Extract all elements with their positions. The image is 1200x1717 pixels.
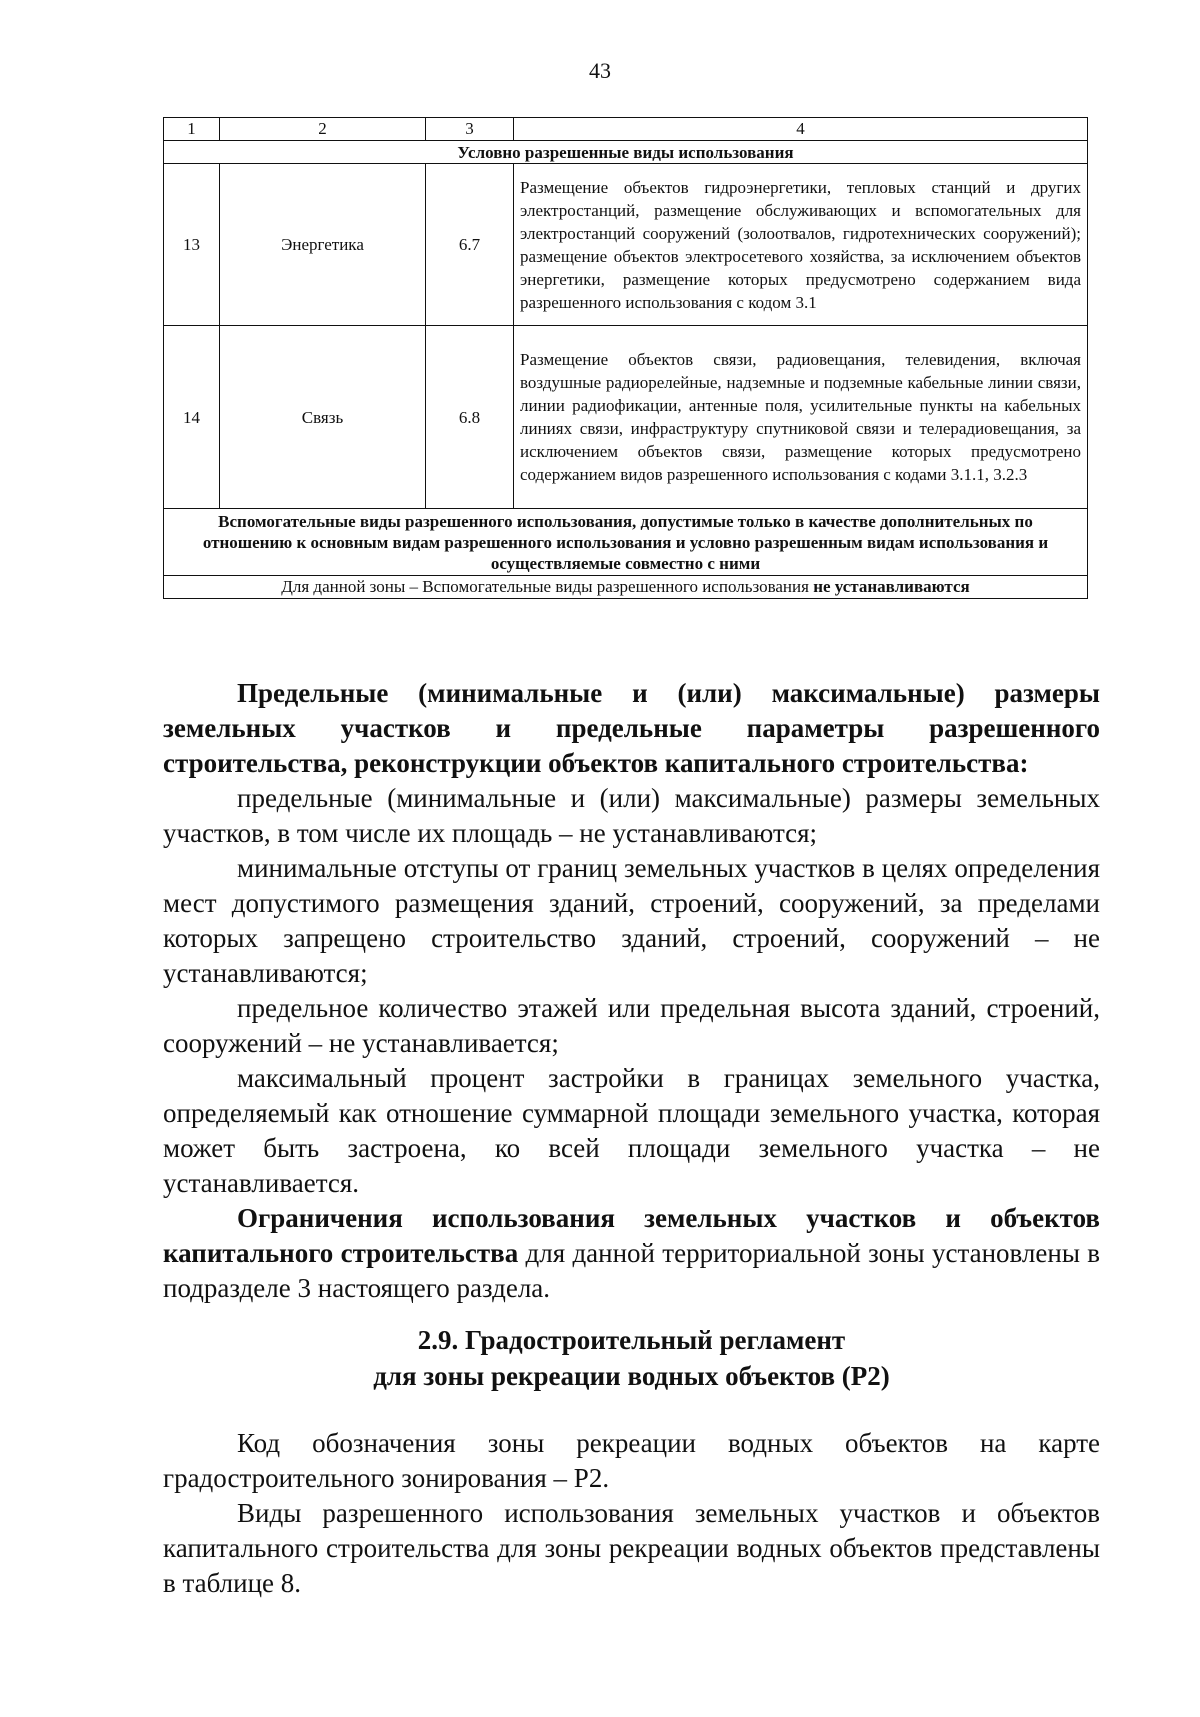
row-description: Размещение объектов гидроэнергетики, тепловых станций и других электростанций, размещение обслуживающих и вспомогательных для электростанций сооружений (золоотвалов, гидротехнических сооружений); размещение объектов электросетевого хозяйства, за исключением объектов энергетики, размещение которых предусмотрено содержанием вида разрешенного использования с кодом 3.1 [514, 164, 1088, 326]
auxiliary-note [164, 576, 1088, 599]
row-use-code: 6.7 [426, 164, 514, 326]
header-cell: 3 [426, 118, 514, 141]
auxiliary-note-prefix: Для данной зоны – Вспомогательные виды разрешенного использования [281, 577, 814, 596]
restrictions-paragraph [163, 1201, 1100, 1306]
table-row [164, 164, 1088, 326]
header-cell: 2 [220, 118, 426, 141]
page-number: 43 [589, 58, 611, 83]
row-use-name: Энергетика [220, 164, 426, 326]
limits-paragraph-1: предельные (минимальные и (или) максимальные) размеры земельных участков, в том числе их площадь – не устанавливаются; [163, 783, 1100, 848]
section-paragraph-1: Код обозначения зоны рекреации водных объектов на карте градостроительного зонирования – Р2. [163, 1428, 1100, 1493]
section-paragraph-2: Виды разрешенного использования земельных участков и объектов капитального строительства для зоны рекреации водных объектов представлены в таблице 8. [163, 1498, 1100, 1598]
conditional-section-title: Условно разрешенные виды использования [164, 141, 1088, 164]
table-row [164, 326, 1088, 509]
limits-paragraph-3: предельное количество этажей или предельная высота зданий, строений, сооружений – не устанавливается; [163, 993, 1100, 1058]
row-number: 13 [164, 164, 220, 326]
section-body [163, 1426, 1100, 1601]
section-title-line-2: для зоны рекреации водных объектов (Р2) [373, 1361, 890, 1391]
header-cell: 4 [514, 118, 1088, 141]
limits-section [163, 676, 1100, 1306]
row-use-name: Связь [220, 326, 426, 509]
section-title-line-1: 2.9. Градостроительный регламент [417, 1325, 846, 1355]
limits-paragraph-4: максимальный процент застройки в границах земельного участка, определяемый как отношение суммарной площади земельного участка, которая может быть застроена, ко всей площади земельного участка – не устанавливается. [163, 1063, 1100, 1198]
permitted-use-table [163, 117, 1088, 599]
conditional-section-row [164, 141, 1088, 164]
row-description: Размещение объектов связи, радиовещания, телевидения, включая воздушные радиорелейные, надземные и подземные кабельные линии связи, линии радиофикации, антенные поля, усилительные пункты на кабельных линиях связи, инфраструктуру спутниковой связи и телерадиовещания, за исключением объектов связи, размещение которых предусмотрено содержанием видов разрешенного использования с кодами 3.1.1, 3.2.3 [514, 326, 1088, 509]
section-title [163, 1322, 1100, 1394]
auxiliary-note-value: не устанавливаются [813, 577, 970, 596]
limits-paragraph-2: минимальные отступы от границ земельных участков в целях определения мест допустимого размещения зданий, строений, сооружений, за пределами которых запрещено строительство зданий, строений, сооружений – не устанавливаются; [163, 853, 1100, 988]
auxiliary-section-title: Вспомогательные виды разрешенного использования, допустимые только в качестве дополнительных по отношению к основным видам разрешенного использования и условно разрешенным видам использования и осуществляемые совместно с ними [164, 509, 1088, 576]
table-header-row [164, 118, 1088, 141]
row-number: 14 [164, 326, 220, 509]
row-use-code: 6.8 [426, 326, 514, 509]
restrictions-rest: для данной территориальной зоны установлены в подразделе 3 настоящего раздела. [163, 1238, 1100, 1303]
auxiliary-note-row [164, 576, 1088, 599]
header-cell: 1 [164, 118, 220, 141]
auxiliary-section-row [164, 509, 1088, 576]
restrictions-bold: Ограничения использования земельных участков и объектов капитального строительства [163, 1203, 1100, 1268]
limits-heading: Предельные (минимальные и (или) максимальные) размеры земельных участков и предельные параметры разрешенного строительства, реконструкции объектов капитального строительства: [163, 678, 1100, 778]
